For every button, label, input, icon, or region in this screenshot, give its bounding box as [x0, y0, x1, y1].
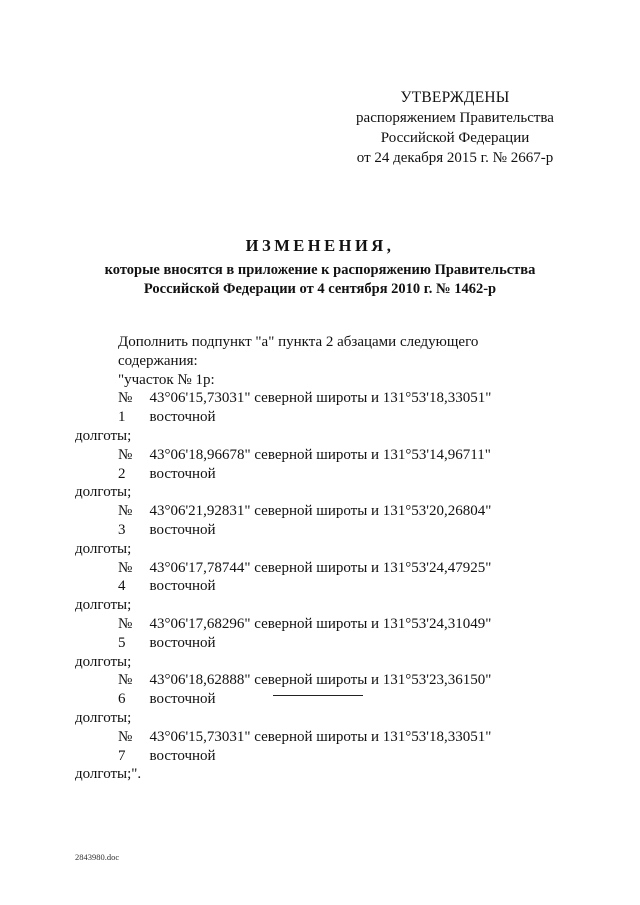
- intro-paragraph: Дополнить подпункт "а" пункта 2 абзацами следующего содержания:: [118, 334, 479, 369]
- point-number: № 5: [118, 615, 133, 651]
- approval-line-3: от 24 декабря 2015 г. № 2667-р: [356, 150, 554, 166]
- subtitle-line-2: Российской Федерации от 4 сентября 2010 г. № 1462-р: [143, 281, 497, 297]
- point-number: № 3: [118, 503, 133, 538]
- point-item: [75, 615, 560, 671]
- approval-stamp: [332, 88, 578, 168]
- subtitle-line-1: которые вносятся в приложение к распоряжению Правительства: [104, 262, 536, 278]
- point-item: [75, 671, 560, 727]
- point-coordinates: 43°06'18,96678" северной широты и 131°53'14,96711" восточной: [149, 446, 491, 482]
- point-coordinates: 43°06'17,68296" северной широты и 131°53'24,31049" восточной: [149, 615, 492, 651]
- document-body: [75, 333, 560, 784]
- document-heading: [40, 235, 600, 299]
- point-continuation: долготы;: [75, 484, 132, 501]
- approval-line-2: Российской Федерации: [380, 130, 530, 146]
- point-item: [75, 389, 560, 445]
- document-title: ИЗМЕНЕНИЯ,: [245, 236, 395, 255]
- point-item: [75, 446, 560, 502]
- approval-line-1: распоряжением Правительства: [356, 110, 554, 126]
- point-number: № 7: [118, 728, 133, 764]
- point-item: [75, 502, 560, 558]
- point-coordinates: 43°06'21,92831" северной широты и 131°53'20,26804" восточной: [149, 503, 492, 538]
- point-continuation: долготы;: [75, 597, 132, 614]
- point-coordinates: 43°06'15,73031" северной широты и 131°53'18,33051" восточной: [149, 728, 492, 764]
- plot-label: "участок № 1р:: [118, 371, 215, 388]
- point-item: [75, 728, 560, 784]
- approval-title: УТВЕРЖДЕНЫ: [400, 89, 510, 106]
- point-number: № 1: [118, 390, 133, 426]
- point-coordinates: 43°06'17,78744" северной широты и 131°53'24,47925" восточной: [149, 559, 492, 595]
- point-number: № 6: [118, 672, 133, 708]
- point-continuation: долготы;: [75, 540, 132, 557]
- point-item: [75, 559, 560, 615]
- point-continuation: долготы;".: [75, 766, 142, 783]
- point-continuation: долготы;: [75, 653, 132, 670]
- closing-divider: [273, 695, 363, 696]
- footer-filename: 2843980.doc: [75, 852, 120, 862]
- point-coordinates: 43°06'18,62888" северной широты и 131°53'23,36150" восточной: [149, 672, 492, 708]
- point-continuation: долготы;: [75, 709, 132, 726]
- document-subtitle: [40, 261, 600, 299]
- point-coordinates: 43°06'15,73031" северной широты и 131°53'18,33051" восточной: [149, 390, 492, 426]
- point-number: № 4: [118, 559, 133, 595]
- point-number: № 2: [118, 446, 133, 482]
- point-continuation: долготы;: [75, 427, 132, 444]
